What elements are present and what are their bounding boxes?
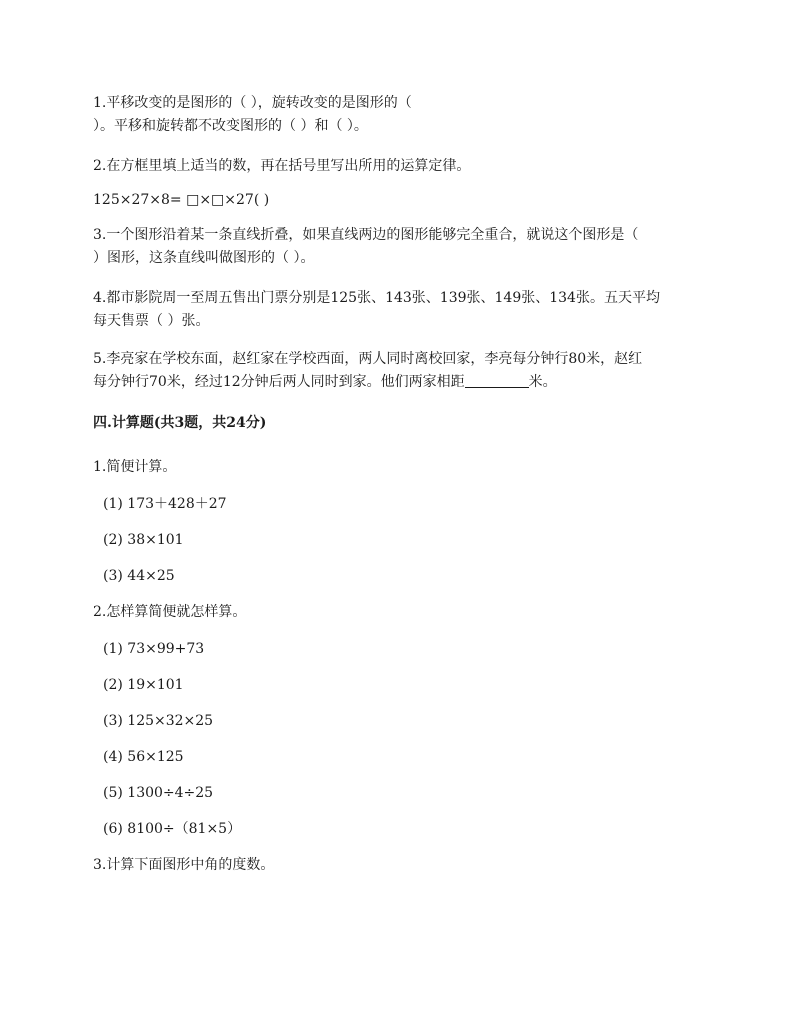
s4-q2-item-4: (4) 56×125 xyxy=(103,749,184,765)
q1-line2: ）。平移和旋转都不改变图形的（ ）和（ ）。 xyxy=(93,118,368,134)
q5-line1: 5.李亮家在学校东面，赵红家在学校西面，两人同时离校回家，李亮每分钟行80米，赵红 xyxy=(93,351,643,367)
q3-line2: ）图形，这条直线叫做图形的（ ）。 xyxy=(93,250,315,266)
s4-q1-item-3: (3) 44×25 xyxy=(103,568,175,584)
section4-title: 四.计算题(共3题，共24分) xyxy=(93,415,267,431)
q2-line2: 125×27×8= □×□×27( ) xyxy=(93,192,270,208)
s4-q2-item-2: (2) 19×101 xyxy=(103,677,184,693)
s4-q1-item-2: (2) 38×101 xyxy=(103,532,184,548)
s4-q2-item-3: (3) 125×32×25 xyxy=(103,713,214,729)
s4-q1-item-1: (1) 173＋428＋27 xyxy=(103,496,227,512)
s4-q2-title: 2.怎样算简便就怎样算。 xyxy=(93,604,247,620)
q2-line1: 2.在方框里填上适当的数，再在括号里写出所用的运算定律。 xyxy=(93,158,471,174)
q5-line2-text: 每分钟行70米，经过12分钟后两人同时到家。他们两家相距 xyxy=(93,374,465,390)
s4-q2-item-1: (1) 73×99+73 xyxy=(103,641,205,657)
s4-q2-item-6: (6) 8100÷（81×5） xyxy=(103,821,242,837)
s4-q1-title: 1.简便计算。 xyxy=(93,459,177,475)
q3-line1: 3.一个图形沿着某一条直线折叠，如果直线两边的图形能够完全重合，就说这个图形是（ xyxy=(93,227,639,243)
answer-blank[interactable] xyxy=(465,373,529,388)
q4-line1: 4.都市影院周一至周五售出门票分别是125张、143张、139张、149张、134张。五天平均 xyxy=(93,290,660,306)
s4-q3-title: 3.计算下面图形中角的度数。 xyxy=(93,857,275,873)
q1-line1: 1.平移改变的是图形的（ ），旋转改变的是图形的（ xyxy=(93,95,412,111)
q5-line2-unit: 米。 xyxy=(528,374,557,390)
q5-line2 xyxy=(93,373,557,391)
s4-q2-item-5: (5) 1300÷4÷25 xyxy=(103,785,214,801)
q4-line2: 每天售票（ ）张。 xyxy=(93,313,210,329)
